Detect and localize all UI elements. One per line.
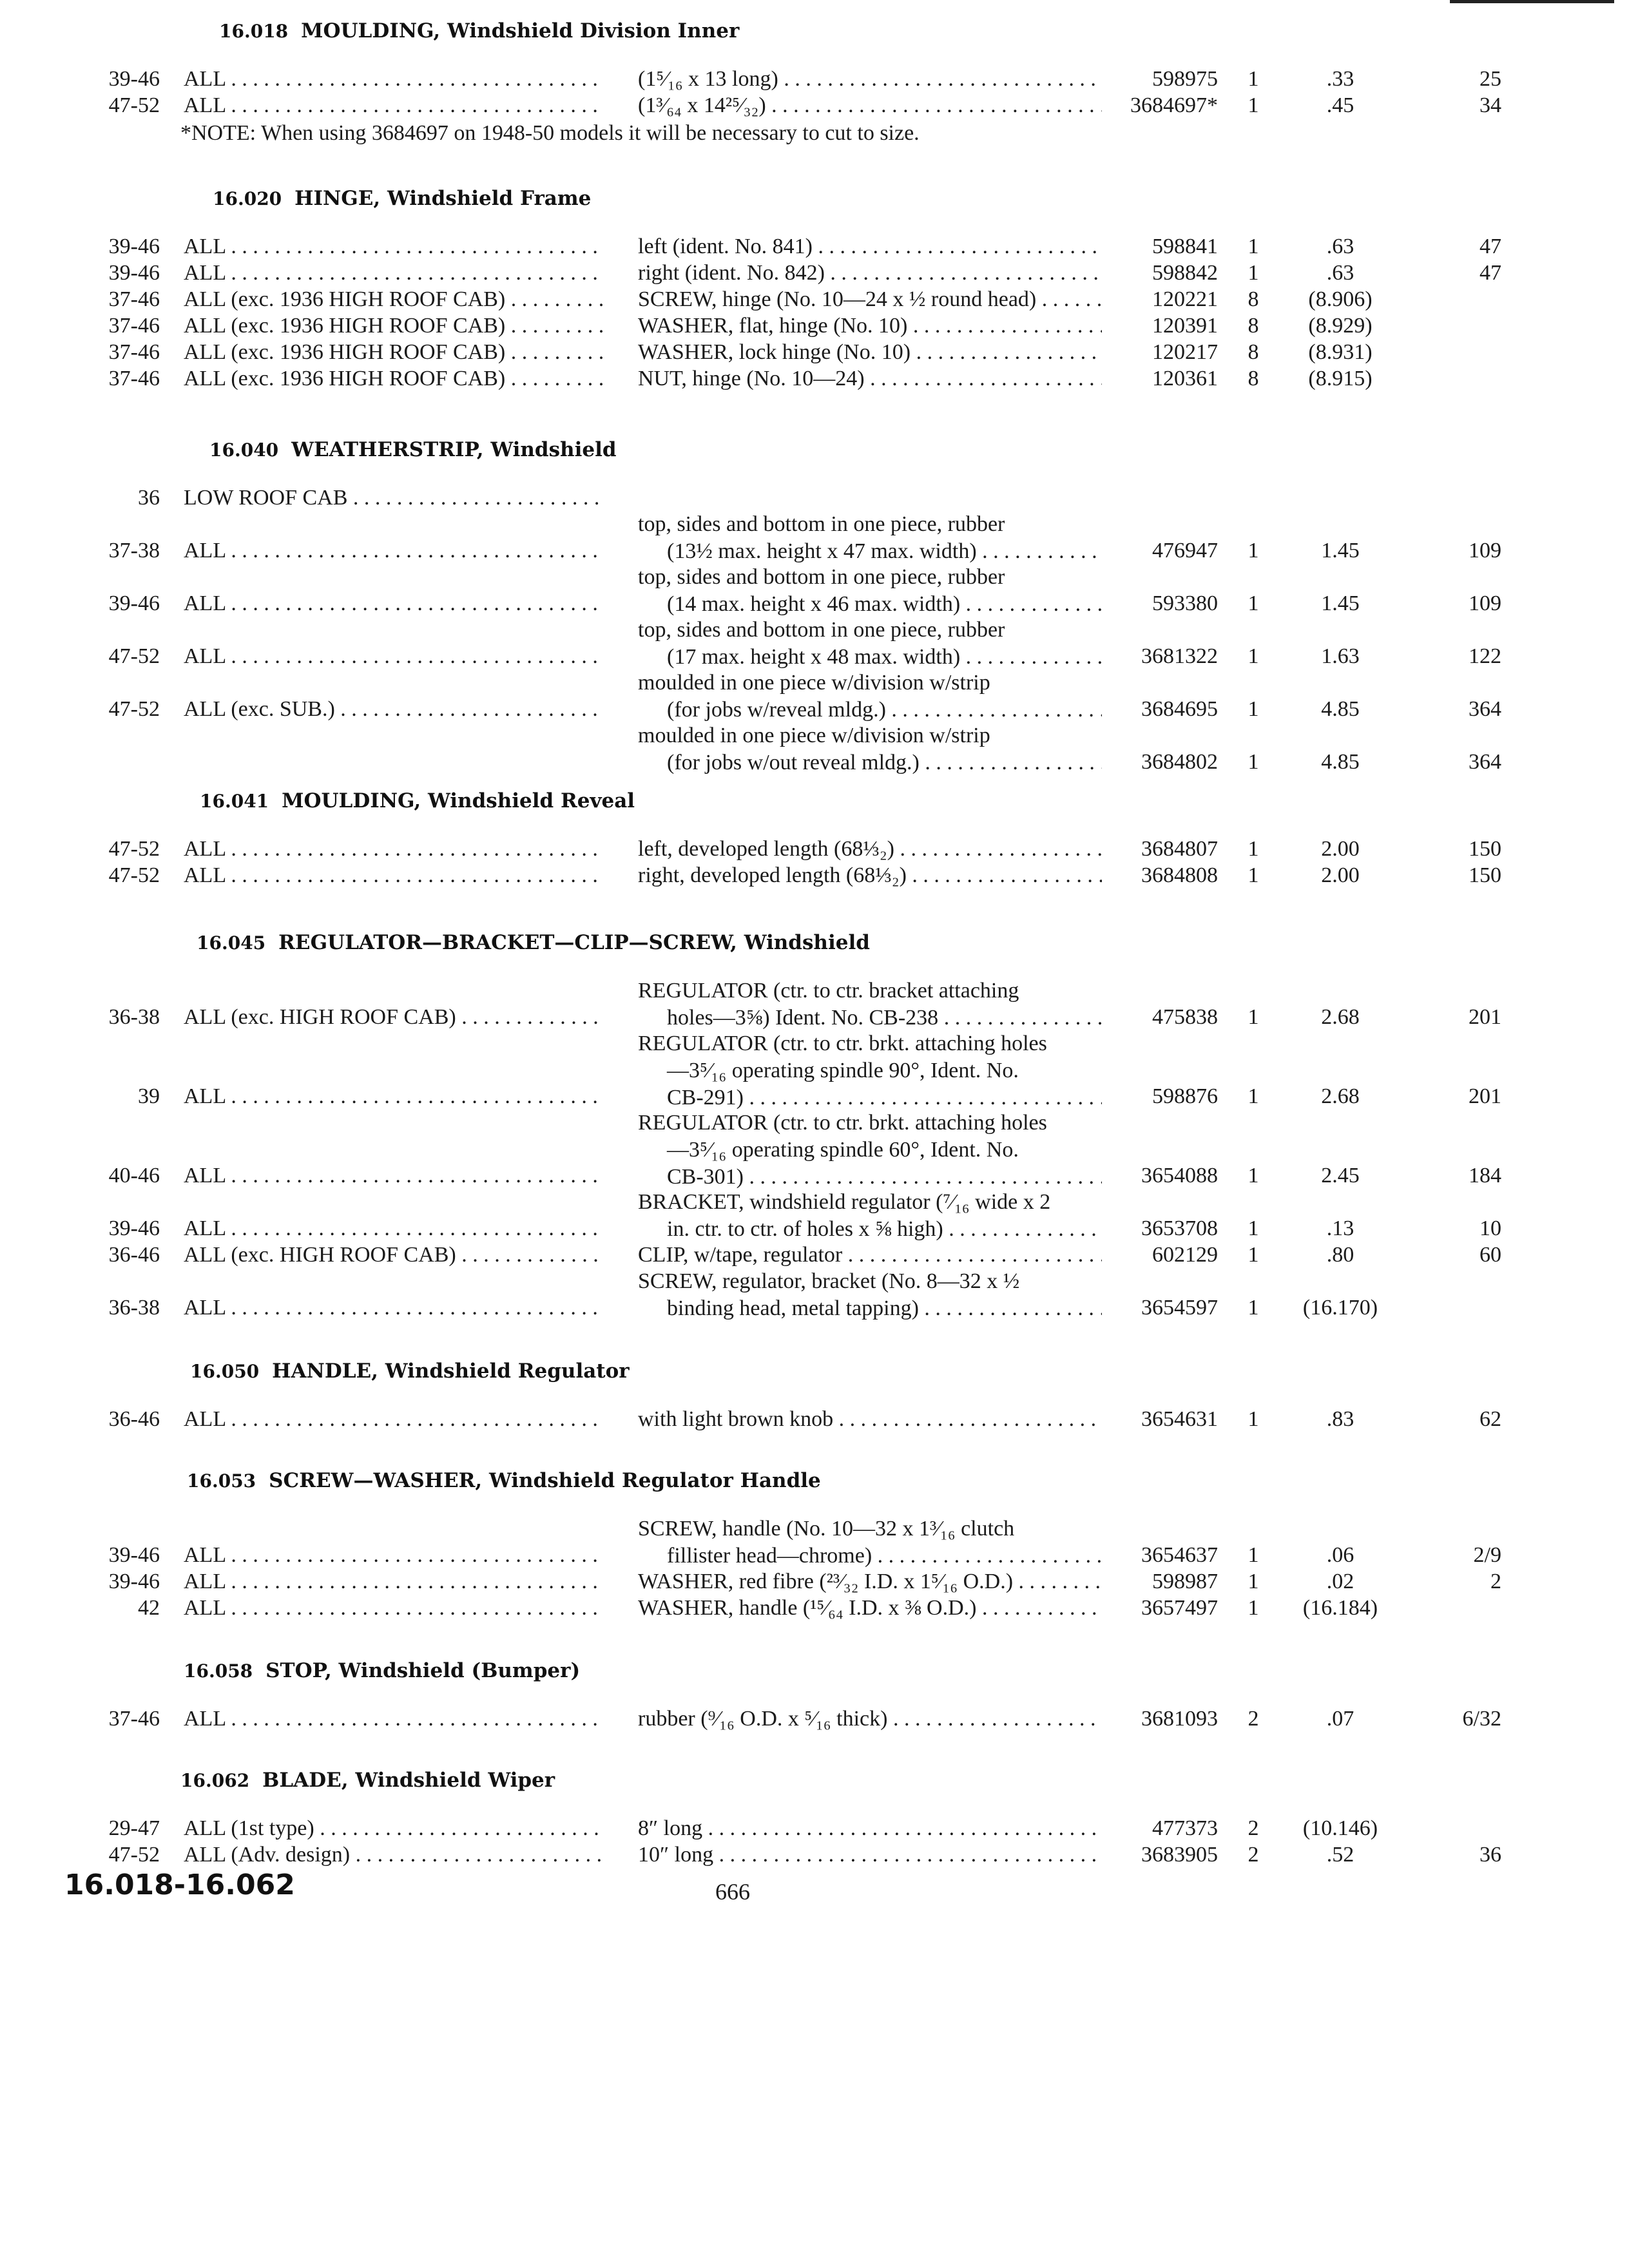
part-number-cell: 598842 [1152,261,1218,285]
description-line: WASHER, red fibre (²³⁄₃₂ I.D. x 1⁵⁄₁₆ O.D.) . . . [638,1568,1102,1595]
model-cell: ALL . . . [184,1406,602,1433]
quantity-cell: 1 [1248,1084,1259,1108]
part-number-cell: 598841 [1152,235,1218,258]
part-number-cell: 3654597 [1141,1296,1218,1320]
description-line: holes—3⅝) Ident. No. CB-238 . . . [638,1004,1102,1032]
quantity-cell: 8 [1248,340,1259,364]
description-line: left (ident. No. 841) . . . [638,233,1102,260]
section-title: HINGE, Windshield Frame [294,187,592,210]
weight-cell: 47 [1480,235,1501,258]
description-cell [638,1406,1102,1433]
description-line: WASHER, handle (¹⁵⁄₆₄ I.D. x ⅜ O.D.) . . . [638,1595,1102,1622]
part-number-cell: 593380 [1152,591,1218,615]
price-cell: (10.146) [1302,1816,1378,1840]
quantity-cell: 2 [1248,1843,1259,1867]
description-cell [638,1189,1102,1243]
weight-cell: 47 [1480,261,1501,285]
section-title: MOULDING, Windshield Reveal [282,789,635,812]
quantity-cell: 1 [1248,1005,1259,1029]
description-cell [638,1595,1102,1622]
price-cell: .02 [1326,1570,1354,1593]
section-title: REGULATOR—BRACKET—CLIP—SCREW, Windshield [278,931,870,954]
quantity-cell: 1 [1248,67,1259,91]
section-number: 16.050 [190,1361,260,1382]
description-cell [638,1815,1102,1842]
part-row [0,260,1629,286]
years-cell: 39-46 [108,235,160,258]
description-cell [638,365,1102,392]
weight-cell: 10 [1480,1216,1501,1240]
quantity-cell: 1 [1248,261,1259,285]
model-cell: ALL (exc. SUB.) . . . [184,696,602,723]
years-cell: 47-52 [108,697,160,721]
years-cell: 47-52 [108,837,160,861]
part-row [0,1189,1629,1242]
weight-cell: 184 [1469,1164,1501,1187]
description-cell [638,286,1102,313]
description-cell [638,1242,1102,1269]
weight-cell: 364 [1469,750,1501,774]
quantity-cell: 1 [1248,93,1259,117]
years-cell: 39-46 [108,591,160,615]
description-line: right, developed length (68⅓₂) . . . [638,862,1102,889]
description-line: binding head, metal tapping) . . . [638,1295,1102,1322]
part-row [0,977,1629,1030]
model-cell: ALL . . . [184,92,602,119]
description-line: (14 max. height x 46 max. width) . . . [638,591,1102,618]
price-cell: 2.00 [1321,863,1360,887]
part-number-cell: 120217 [1152,340,1218,364]
section-heading [209,438,617,461]
part-number-cell: 120361 [1152,367,1218,390]
section-number: 16.045 [197,932,266,954]
section-number: 16.062 [180,1770,250,1791]
part-row [0,1706,1629,1732]
section-heading [184,1659,580,1682]
years-cell: 39-46 [108,261,160,285]
description-line: top, sides and bottom in one piece, rubber [638,618,1005,642]
price-cell: (16.184) [1302,1596,1378,1620]
price-cell: .06 [1326,1543,1354,1567]
price-cell: .63 [1326,235,1354,258]
price-cell: 4.85 [1321,697,1360,721]
description-line: top, sides and bottom in one piece, rubber [638,565,1005,589]
weight-cell: 201 [1469,1005,1501,1029]
quantity-cell: 8 [1248,314,1259,338]
section-title: WEATHERSTRIP, Windshield [291,438,617,461]
part-row [0,1030,1629,1110]
description-line: (1⁵⁄₁₆ x 13 long) . . . [638,66,1102,93]
description-cell [638,1515,1102,1570]
part-row [0,722,1629,775]
section-heading [190,1360,630,1383]
price-cell: .07 [1326,1707,1354,1731]
part-number-cell: 3681093 [1141,1707,1218,1731]
weight-cell: 25 [1480,67,1501,91]
quantity-cell: 1 [1248,1296,1259,1320]
description-line: in. ctr. to ctr. of holes x ⅝ high) . . . [638,1216,1102,1243]
model-cell: ALL . . . [184,233,602,260]
quantity-cell: 2 [1248,1707,1259,1731]
section-number: 16.053 [187,1470,256,1492]
description-cell [638,977,1102,1032]
description-line: REGULATOR (ctr. to ctr. brkt. attaching holes [638,1111,1047,1135]
section-heading [197,931,870,954]
price-cell: .80 [1326,1243,1354,1267]
section-heading [200,789,635,812]
model-cell: ALL (Adv. design) . . . [184,1841,602,1869]
model-cell: ALL . . . [184,1595,602,1622]
part-row [0,286,1629,312]
part-row [0,1841,1629,1868]
years-cell: 36-46 [108,1243,160,1267]
part-row [0,1110,1629,1189]
quantity-cell: 1 [1248,1407,1259,1431]
section-heading [219,19,739,43]
part-number-cell: 3684697* [1130,93,1218,117]
years-cell: 47-52 [108,863,160,887]
description-cell [638,1030,1102,1111]
part-number-cell: 3684802 [1141,750,1218,774]
description-line: CB-301) . . . [638,1164,1102,1191]
years-cell: 39-46 [108,1570,160,1593]
price-cell: 2.00 [1321,837,1360,861]
description-line: SCREW, regulator, bracket (No. 8—32 x ½ [638,1269,1020,1293]
years-cell: 37-46 [108,314,160,338]
weight-cell: 150 [1469,837,1501,861]
quantity-cell: 2 [1248,1816,1259,1840]
years-cell: 37-46 [108,367,160,390]
years-cell: 36-38 [108,1005,160,1029]
price-cell: .63 [1326,261,1354,285]
part-number-cell: 602129 [1152,1243,1218,1267]
years-cell: 37-46 [108,287,160,311]
part-number-cell: 3654637 [1141,1543,1218,1567]
section-number: 16.020 [213,188,282,209]
description-line: right (ident. No. 842) . . . [638,260,1102,287]
price-cell: 2.68 [1321,1005,1360,1029]
price-cell: (8.931) [1308,340,1373,364]
part-row [0,485,1629,511]
years-cell: 42 [138,1596,160,1620]
description-cell [638,92,1102,119]
description-line: (for jobs w/reveal mldg.) . . . [638,697,1102,724]
weight-cell: 109 [1469,539,1501,562]
description-cell [638,1841,1102,1869]
section-title: SCREW—WASHER, Windshield Regulator Handle [269,1469,821,1492]
model-cell: ALL . . . [184,260,602,287]
part-row [0,511,1629,564]
weight-cell: 34 [1480,93,1501,117]
part-number-cell: 3684807 [1141,837,1218,861]
part-row [0,92,1629,119]
description-line: SCREW, handle (No. 10—32 x 1³⁄₁₆ clutch [638,1517,1015,1541]
description-line: BRACKET, windshield regulator (⁷⁄₁₆ wide x 2 [638,1190,1051,1214]
description-cell [638,511,1102,565]
weight-cell: 2/9 [1473,1543,1501,1567]
description-line: WASHER, flat, hinge (No. 10) . . . [638,312,1102,340]
description-cell [638,836,1102,863]
weight-cell: 2 [1490,1570,1501,1593]
part-number-cell: 598876 [1152,1084,1218,1108]
quantity-cell: 1 [1248,1216,1259,1240]
description-cell [638,862,1102,889]
description-line: —3⁵⁄₁₆ operating spindle 60°, Ident. No. [667,1138,1019,1162]
description-cell [638,1706,1102,1733]
description-line: (13½ max. height x 47 max. width) . . . [638,538,1102,565]
years-cell: 39-46 [108,1216,160,1240]
description-line: CLIP, w/tape, regulator . . . [638,1242,1102,1269]
description-cell [638,1568,1102,1595]
quantity-cell: 1 [1248,697,1259,721]
part-row [0,1568,1629,1595]
part-number-cell: 476947 [1152,539,1218,562]
description-line: CB-291) . . . [638,1084,1102,1111]
weight-cell: 62 [1480,1407,1501,1431]
part-row [0,1268,1629,1321]
model-cell: ALL . . . [184,1215,602,1242]
description-line: rubber (⁹⁄₁₆ O.D. x ⁵⁄₁₆ thick) . . . [638,1706,1102,1733]
weight-cell: 60 [1480,1243,1501,1267]
description-line: (1³⁄₆₄ x 14²⁵⁄₃₂) . . . [638,92,1102,119]
model-cell: ALL . . . [184,1162,602,1189]
description-cell [638,1110,1102,1191]
years-cell: 40-46 [108,1164,160,1187]
part-number-cell: 3684808 [1141,863,1218,887]
quantity-cell: 1 [1248,235,1259,258]
section-title: BLADE, Windshield Wiper [262,1769,555,1792]
part-number-cell: 120391 [1152,314,1218,338]
model-cell: ALL . . . [184,836,602,863]
years-cell: 36-46 [108,1407,160,1431]
description-cell [638,233,1102,260]
part-number-cell: 3684695 [1141,697,1218,721]
price-cell: 1.45 [1321,591,1360,615]
part-number-cell: 3653708 [1141,1216,1218,1240]
description-cell [638,1268,1102,1322]
description-line: WASHER, lock hinge (No. 10) . . . [638,339,1102,366]
quantity-cell: 1 [1248,1596,1259,1620]
quantity-cell: 1 [1248,539,1259,562]
price-cell: 1.63 [1321,644,1360,668]
quantity-cell: 1 [1248,863,1259,887]
part-row [0,862,1629,889]
quantity-cell: 1 [1248,750,1259,774]
price-cell: 2.45 [1321,1164,1360,1187]
page-range-reference: 16.018-16.062 [64,1869,295,1901]
weight-cell: 6/32 [1462,1707,1501,1731]
price-cell: 4.85 [1321,750,1360,774]
quantity-cell: 1 [1248,644,1259,668]
part-row [0,1242,1629,1268]
section-title: MOULDING, Windshield Division Inner [301,19,740,43]
quantity-cell: 1 [1248,837,1259,861]
part-number-cell: 3681322 [1141,644,1218,668]
years-cell: 47-52 [108,644,160,668]
model-cell: ALL (exc. HIGH ROOF CAB) . . . [184,1242,602,1269]
price-cell: .45 [1326,93,1354,117]
part-row [0,233,1629,260]
description-line: 8″ long . . . [638,1815,1102,1842]
description-line: left, developed length (68⅓₂) . . . [638,836,1102,863]
section-title: HANDLE, Windshield Regulator [272,1360,630,1383]
description-line: moulded in one piece w/division w/strip [638,724,990,747]
description-cell [638,339,1102,366]
section-title: STOP, Windshield (Bumper) [265,1659,581,1682]
page-number: 666 [715,1879,750,1905]
price-cell: (8.915) [1308,367,1373,390]
part-row [0,669,1629,722]
description-cell [638,564,1102,618]
quantity-cell: 8 [1248,287,1259,311]
price-cell: .33 [1326,67,1354,91]
section-heading [187,1469,821,1492]
part-row [0,1515,1629,1568]
model-cell: ALL (exc. 1936 HIGH ROOF CAB) . . . [184,339,602,366]
weight-cell: 122 [1469,644,1501,668]
years-cell: 37-46 [108,1707,160,1731]
price-cell: (16.170) [1302,1296,1378,1320]
price-cell: (8.929) [1308,314,1373,338]
part-row [0,564,1629,617]
description-cell [638,722,1102,776]
description-cell [638,66,1102,93]
section-number: 16.041 [200,791,269,812]
quantity-cell: 1 [1248,1543,1259,1567]
top-edge-rule [1450,0,1614,3]
description-cell [638,260,1102,287]
years-cell: 36-38 [108,1296,160,1320]
weight-cell: 150 [1469,863,1501,887]
description-line: 10″ long . . . [638,1841,1102,1869]
model-cell: ALL . . . [184,1568,602,1595]
model-cell: ALL (exc. HIGH ROOF CAB) . . . [184,1004,602,1031]
quantity-cell: 1 [1248,1570,1259,1593]
section-number: 16.058 [184,1660,253,1682]
part-row [0,365,1629,392]
model-cell: ALL . . . [184,643,602,670]
model-cell: ALL . . . [184,66,602,93]
quantity-cell: 8 [1248,367,1259,390]
part-number-cell: 3654088 [1141,1164,1218,1187]
model-cell: ALL . . . [184,1542,602,1569]
description-line: REGULATOR (ctr. to ctr. brkt. attaching holes [638,1032,1047,1055]
description-cell [638,617,1102,671]
years-cell: 37-46 [108,340,160,364]
price-cell: 2.68 [1321,1084,1360,1108]
model-cell: ALL . . . [184,1706,602,1733]
model-cell: ALL . . . [184,590,602,617]
years-cell: 29-47 [108,1816,160,1840]
years-cell: 47-52 [108,1843,160,1867]
price-cell: .13 [1326,1216,1354,1240]
model-cell: ALL . . . [184,1083,602,1110]
years-cell: 37-38 [108,539,160,562]
years-cell: 39 [138,1084,160,1108]
description-cell [638,669,1102,724]
description-line: NUT, hinge (No. 10—24) . . . [638,365,1102,392]
model-cell: ALL (exc. 1936 HIGH ROOF CAB) . . . [184,365,602,392]
model-cell: ALL (exc. 1936 HIGH ROOF CAB) . . . [184,312,602,340]
model-cell: ALL . . . [184,1294,602,1321]
part-number-cell: 120221 [1152,287,1218,311]
part-row [0,1406,1629,1432]
model-cell: ALL . . . [184,537,602,564]
part-row [0,617,1629,669]
part-row [0,1815,1629,1841]
years-cell: 36 [138,486,160,510]
price-cell: (8.906) [1308,287,1373,311]
years-cell: 39-46 [108,67,160,91]
description-line: with light brown knob . . . [638,1406,1102,1433]
part-number-cell: 3657497 [1141,1596,1218,1620]
section-note: *NOTE: When using 3684697 on 1948-50 models it will be necessary to cut to size. [180,121,920,145]
section-heading [180,1769,555,1792]
weight-cell: 36 [1480,1843,1501,1867]
model-cell: LOW ROOF CAB . . . [184,485,602,512]
price-cell: .52 [1326,1843,1354,1867]
section-heading [213,187,591,210]
section-number: 16.018 [219,21,289,42]
part-number-cell: 477373 [1152,1816,1218,1840]
weight-cell: 201 [1469,1084,1501,1108]
price-cell: .83 [1326,1407,1354,1431]
part-number-cell: 3683905 [1141,1843,1218,1867]
years-cell: 47-52 [108,93,160,117]
part-row [0,1595,1629,1621]
price-cell: 1.45 [1321,539,1360,562]
part-row [0,312,1629,339]
description-cell [638,312,1102,340]
model-cell: ALL . . . [184,862,602,889]
part-row [0,339,1629,365]
description-line: moulded in one piece w/division w/strip [638,671,990,695]
part-number-cell: 598987 [1152,1570,1218,1593]
years-cell: 39-46 [108,1543,160,1567]
weight-cell: 109 [1469,591,1501,615]
weight-cell: 364 [1469,697,1501,721]
description-line: REGULATOR (ctr. to ctr. bracket attaching [638,979,1019,1003]
quantity-cell: 1 [1248,1164,1259,1187]
section-number: 16.040 [209,439,279,461]
quantity-cell: 1 [1248,1243,1259,1267]
quantity-cell: 1 [1248,591,1259,615]
description-line: fillister head—chrome) . . . [638,1542,1102,1570]
description-line: (17 max. height x 48 max. width) . . . [638,644,1102,671]
part-row [0,66,1629,92]
description-line: —3⁵⁄₁₆ operating spindle 90°, Ident. No. [667,1059,1019,1082]
part-row [0,836,1629,862]
model-cell: ALL (exc. 1936 HIGH ROOF CAB) . . . [184,286,602,313]
part-number-cell: 598975 [1152,67,1218,91]
part-number-cell: 3654631 [1141,1407,1218,1431]
description-line: (for jobs w/out reveal mldg.) . . . [638,749,1102,776]
description-line: SCREW, hinge (No. 10—24 x ½ round head) . . . [638,286,1102,313]
description-line: top, sides and bottom in one piece, rubber [638,512,1005,536]
model-cell: ALL (1st type) . . . [184,1815,602,1842]
part-number-cell: 475838 [1152,1005,1218,1029]
